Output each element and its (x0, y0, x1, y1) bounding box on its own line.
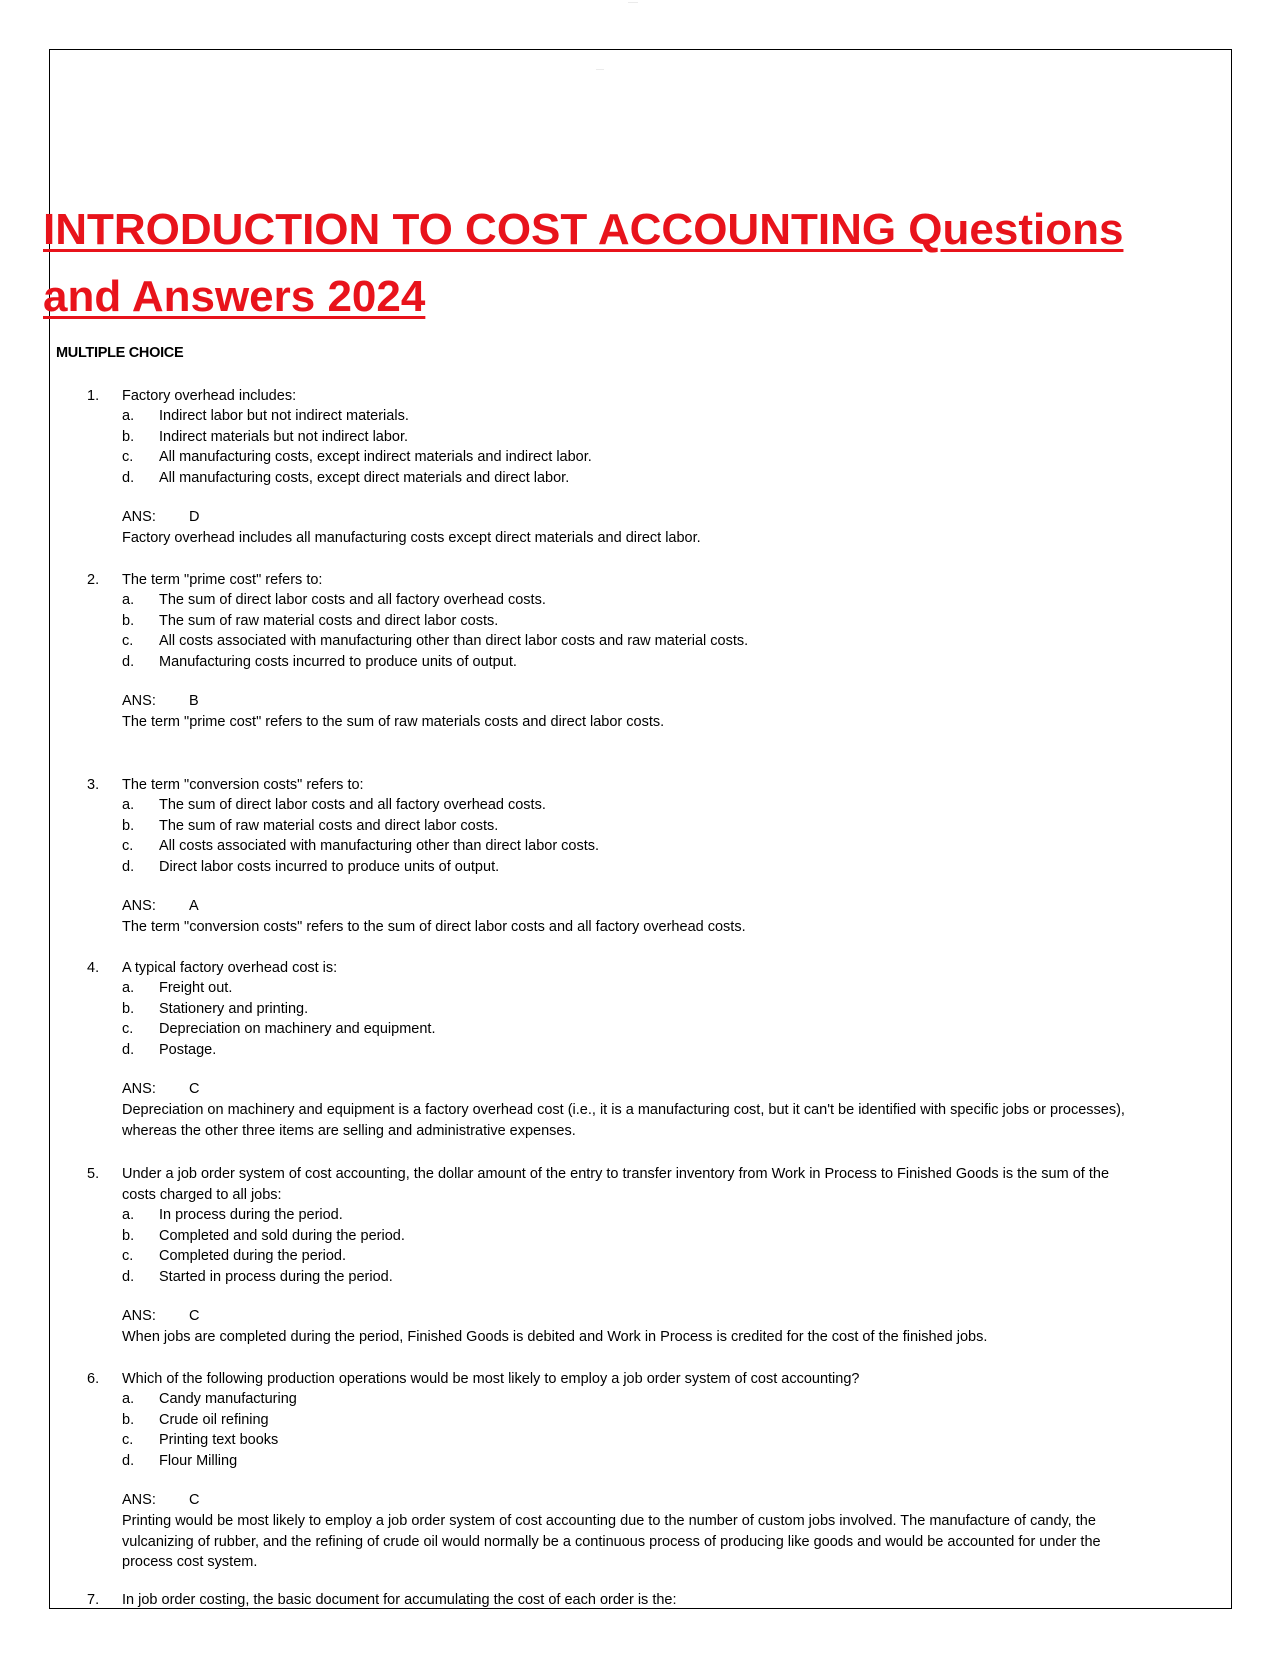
option-text: The sum of raw material costs and direct labor costs. (159, 817, 499, 834)
option-letter: a. (122, 797, 135, 813)
option-text: In process during the period. (159, 1207, 343, 1223)
option-text: Completed during the period. (159, 1248, 347, 1264)
option-letter: c. (122, 838, 134, 854)
answer-label: ANS: (122, 693, 156, 709)
answer-value: C (189, 1081, 200, 1097)
question-stem: The term "prime cost" refers to: (122, 572, 323, 588)
answer-explanation: Printing would be most likely to employ a job order system of cost accounting due to the number of custom jobs involved. The manufacture of candy, the vulcanizing of rubber, and the refining of crude oil would normally be a continuous process of producing like goods and would be accounted for under the process cost system. (122, 1513, 1101, 1570)
option (122, 999, 1122, 1020)
option (122, 816, 1122, 837)
option-text: All manufacturing costs, except direct materials and direct labor. (159, 469, 570, 486)
option-text: Direct labor costs incurred to produce units of output. (159, 858, 500, 875)
option (122, 1389, 1122, 1410)
answer-label: ANS: (122, 1081, 156, 1097)
option-letter: d. (122, 1041, 135, 1058)
option (122, 1410, 1122, 1431)
option-letter: d. (122, 469, 135, 486)
option (122, 1451, 1122, 1472)
option (122, 1246, 1122, 1267)
option-letter: a. (122, 592, 135, 608)
answer-line (122, 507, 199, 528)
option (122, 447, 1122, 468)
option (122, 1019, 1122, 1040)
answer-value: C (189, 1308, 200, 1324)
answer-explanation: Factory overhead includes all manufacturing costs except direct materials and direct labor. (122, 530, 701, 546)
answer-label: ANS: (122, 898, 156, 914)
option-text: All costs associated with manufacturing other than direct labor costs. (159, 838, 600, 854)
option (122, 590, 1122, 611)
answer-explanation: When jobs are completed during the period, Finished Goods is debited and Work in Process is credited for the cost of the finished jobs. (122, 1329, 988, 1345)
option (122, 836, 1122, 857)
question-number: 3. (87, 777, 100, 793)
option-letter: d. (122, 653, 135, 670)
option-letter: b. (122, 1000, 135, 1017)
option-letter: b. (122, 1411, 135, 1428)
option-letter: c. (122, 1021, 134, 1037)
option (122, 1205, 1122, 1226)
option-list (122, 1205, 1122, 1287)
option-letter: b. (122, 817, 135, 834)
option (122, 406, 1122, 427)
option (122, 427, 1122, 448)
option-text: All costs associated with manufacturing other than direct labor costs and raw material costs. (159, 633, 749, 649)
option (122, 1040, 1122, 1061)
header-mark: ---------- (628, 0, 638, 4)
option-letter: a. (122, 980, 135, 996)
answer-line (122, 896, 199, 917)
answer-line (122, 1306, 199, 1327)
option-letter: c. (122, 1432, 134, 1448)
question-stem: A typical factory overhead cost is: (122, 960, 338, 976)
option-text: Stationery and printing. (159, 1000, 309, 1017)
option-letter: c. (122, 449, 134, 465)
option-letter: c. (122, 1248, 134, 1264)
answer-line (122, 1490, 199, 1511)
option (122, 978, 1122, 999)
option-list (122, 795, 1122, 877)
option-text: Printing text books (159, 1432, 279, 1448)
question-number: 4. (87, 960, 100, 976)
option-text: The sum of raw material costs and direct labor costs. (159, 612, 499, 629)
question-number: 2. (87, 572, 100, 588)
question-number: 7. (87, 1592, 100, 1608)
option-text: Indirect materials but not indirect labor. (159, 428, 409, 445)
option-text: Indirect labor but not indirect materials. (159, 408, 409, 424)
document-title: INTRODUCTION TO COST ACCOUNTING Questions and Answers 2024 (43, 205, 1124, 321)
answer-label: ANS: (122, 1308, 156, 1324)
option-text: Started in process during the period. (159, 1268, 393, 1285)
option-text: Depreciation on machinery and equipment. (159, 1021, 436, 1037)
option-list (122, 1389, 1122, 1471)
question-stem: The term "conversion costs" refers to: (122, 777, 364, 793)
option-list (122, 978, 1122, 1060)
answer-explanation: The term "conversion costs" refers to the sum of direct labor costs and all factory overhead costs. (122, 919, 746, 935)
option (122, 857, 1122, 878)
option (122, 652, 1122, 673)
question-stem: Under a job order system of cost accounting, the dollar amount of the entry to transfer inventory from Work in Process to Finished Goods is the sum of the costs charged to all jobs: (122, 1166, 1110, 1203)
answer-label: ANS: (122, 1492, 156, 1508)
option-text: All manufacturing costs, except indirect materials and indirect labor. (159, 449, 592, 465)
answer-line (122, 691, 199, 712)
option-text: Candy manufacturing (159, 1391, 297, 1407)
option (122, 1267, 1122, 1288)
option-text: Postage. (159, 1041, 217, 1058)
option (122, 611, 1122, 632)
answer-value: D (189, 509, 200, 525)
option-text: The sum of direct labor costs and all factory overhead costs. (159, 592, 546, 608)
option-letter: b. (122, 1227, 135, 1244)
option-text: The sum of direct labor costs and all factory overhead costs. (159, 797, 546, 813)
question-number: 5. (87, 1166, 100, 1182)
option-letter: d. (122, 858, 135, 875)
option-letter: b. (122, 612, 135, 629)
question-stem: Factory overhead includes: (122, 388, 297, 404)
option-letter: a. (122, 1391, 135, 1407)
answer-value: B (189, 693, 199, 709)
section-heading: MULTIPLE CHOICE (56, 345, 184, 361)
answer-explanation: The term "prime cost" refers to the sum of raw materials costs and direct labor costs. (122, 714, 665, 730)
answer-line (122, 1079, 199, 1100)
option (122, 795, 1122, 816)
option (122, 1226, 1122, 1247)
option-text: Crude oil refining (159, 1411, 269, 1428)
inner-header-mark: -------- (596, 67, 604, 71)
question-stem: Which of the following production operations would be most likely to employ a job order system of cost accounting? (122, 1371, 860, 1387)
question-stem: In job order costing, the basic document for accumulating the cost of each order is the: (122, 1592, 677, 1608)
option (122, 1430, 1122, 1451)
option (122, 631, 1122, 652)
option-letter: b. (122, 428, 135, 445)
question-number: 6. (87, 1371, 100, 1387)
option-letter: a. (122, 1207, 135, 1223)
option (122, 468, 1122, 489)
option-letter: d. (122, 1452, 135, 1469)
option-text: Completed and sold during the period. (159, 1227, 405, 1244)
option-letter: d. (122, 1268, 135, 1285)
option-letter: c. (122, 633, 134, 649)
answer-value: A (189, 898, 199, 914)
option-list (122, 590, 1122, 672)
option-text: Freight out. (159, 980, 233, 996)
option-letter: a. (122, 408, 135, 424)
option-text: Flour Milling (159, 1452, 238, 1469)
option-text: Manufacturing costs incurred to produce units of output. (159, 653, 517, 670)
answer-label: ANS: (122, 509, 156, 525)
answer-value: C (189, 1492, 200, 1508)
option-list (122, 406, 1122, 488)
answer-explanation: Depreciation on machinery and equipment is a factory overhead cost (i.e., it is a manufacturing cost, but it can't be identified with specific jobs or processes), whereas the other three items are selling and administrative expenses. (122, 1102, 1125, 1139)
question-number: 1. (87, 388, 100, 404)
